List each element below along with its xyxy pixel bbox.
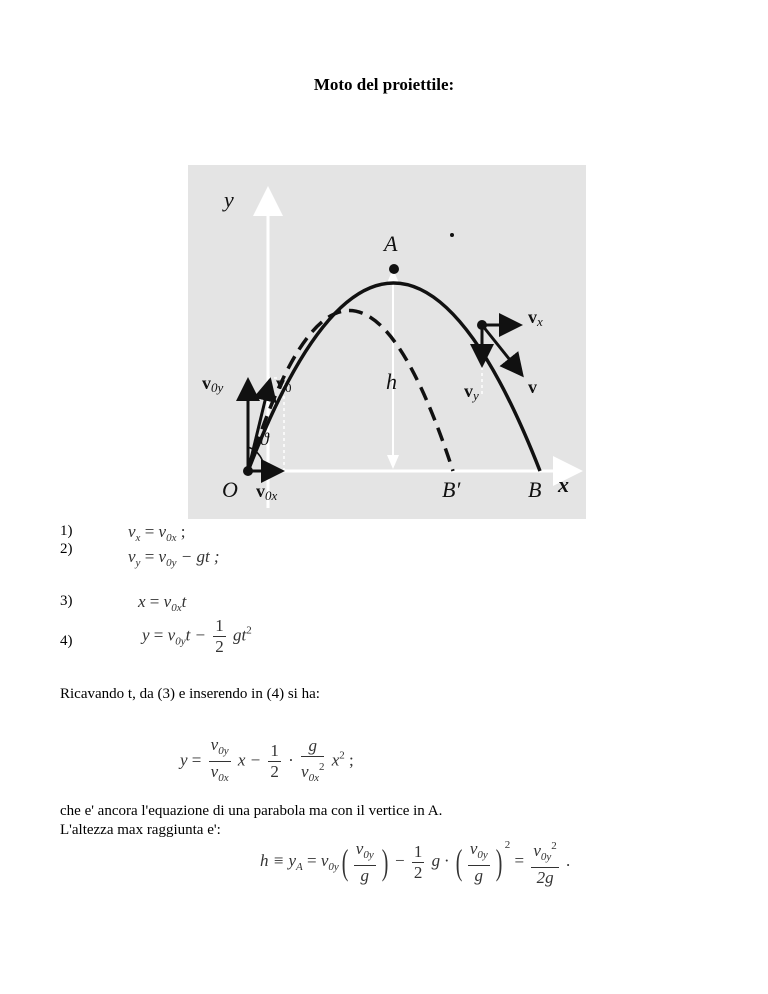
parabola-text: che e' ancora l'equazione di una parabola ma con il vertice in A. xyxy=(60,803,443,819)
angle-label: ϑ xyxy=(260,429,269,449)
equation-5: y = $\frac{v_{0y}}{v_{0x}}$ x − $\frac{1}{2}$ · $\frac{g}{v_{0x}^2}$ $x^2$ ; xyxy=(180,735,354,784)
v0-label: v0 xyxy=(276,373,292,395)
height-label: h xyxy=(386,369,397,394)
page-title: Moto del proiettile: xyxy=(313,75,455,94)
derive-text: Ricavando t, da (3) e inserendo in (4) si ha: xyxy=(60,686,320,702)
v0y-label: v0y xyxy=(202,373,224,395)
equation-1: $v_x = v_{0x}$ ; xyxy=(128,522,186,544)
v-label: v xyxy=(528,377,537,397)
apex-point xyxy=(389,264,399,274)
b-prime-label: B′ xyxy=(442,477,461,502)
equation-6: $h \equiv y_A = v_{0y}$( $\frac{v_{0y}}{g}$ ) − $\frac{1}{2}$ g · ( $\frac{v_{0y}}{g}$ ) $^2$ = $\frac{v_{0y}^2}{2g}$ . xyxy=(260,836,570,888)
x-axis-label: x xyxy=(558,472,569,497)
apex-label: A xyxy=(384,231,398,256)
equation-2: $v_y = v_{0y}$ − gt ; xyxy=(128,547,220,569)
equation-3: $x = v_{0x}t$ xyxy=(138,592,187,614)
b-label: B xyxy=(528,477,542,502)
speck xyxy=(450,233,454,237)
origin-label: O xyxy=(222,477,238,502)
eq-number-2: 2) xyxy=(60,541,73,557)
eq-number-4: 4) xyxy=(60,633,73,649)
projectile-diagram-svg xyxy=(188,165,586,519)
y-axis-label: y xyxy=(224,187,234,212)
eq-number-1: 1) xyxy=(60,523,73,539)
height-text: L'altezza max raggiunta e': xyxy=(60,822,221,838)
vx-label: vx xyxy=(528,307,543,329)
eq-number-3: 3) xyxy=(60,593,73,609)
equation-4: $y = v_{0y}t$ − $\frac{1}{2}$ $gt^2$ xyxy=(142,616,252,656)
v0x-label: v0x xyxy=(256,481,278,503)
vy-label: vy xyxy=(464,381,479,403)
projectile-diagram xyxy=(188,165,586,519)
